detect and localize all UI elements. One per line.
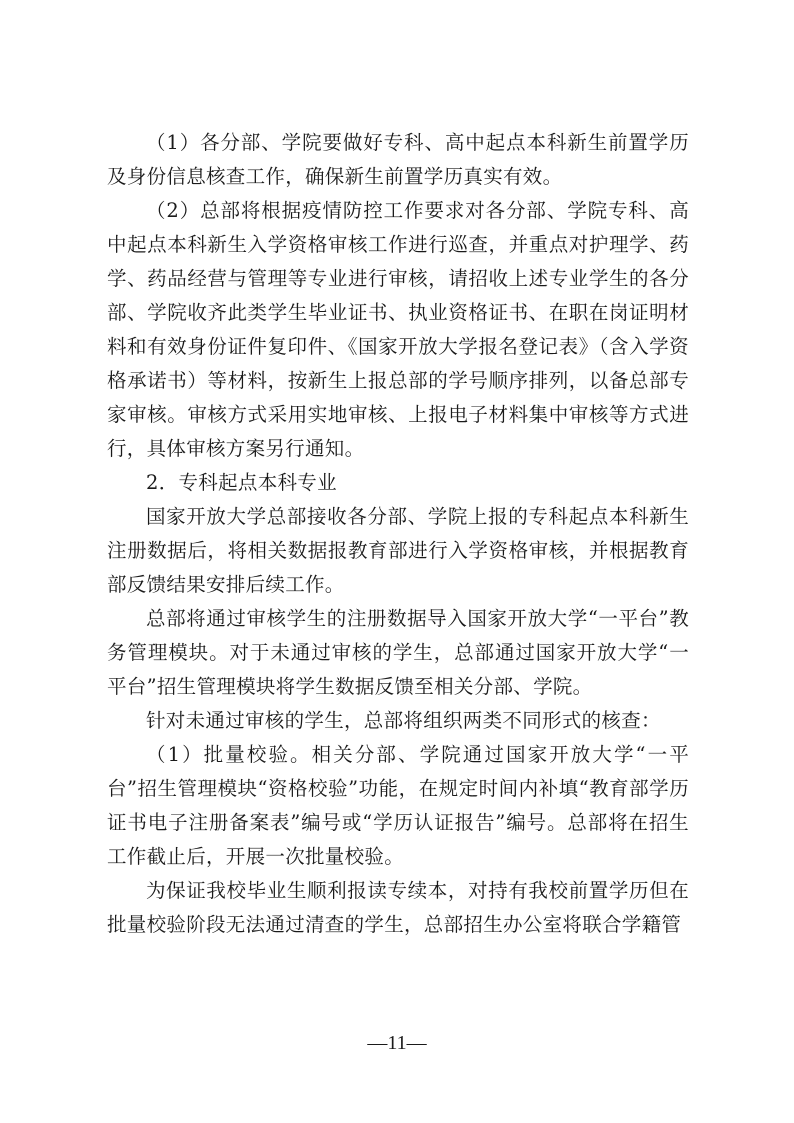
paragraph-2: （2）总部将根据疫情防控工作要求对各分部、学院专科、高中起点本科新生入学资格审核工作进行巡查，并重点对护理学、药学、药品经营与管理等专业进行审核，请招收上述专业学生的各分部、学院收齐此类学生毕业证书、执业资格证书、在职在岗证明材料和有效身份证件复印件、《国家开放大学报名登记表》（含入学资格承诺书）等材料，按新生上报总部的学号顺序排列，以备总部专家审核。审核方式采用实地审核、上报电子材料集中审核等方式进行，具体审核方案另行通知。 bbox=[107, 199, 689, 460]
paragraph-3: 国家开放大学总部接收各分部、学院上报的专科起点本科新生注册数据后，将相关数据报教育部进行入学资格审核，并根据教育部反馈结果安排后续工作。 bbox=[107, 505, 689, 596]
section-heading: 2．专科起点本科专业 bbox=[146, 471, 337, 494]
paragraph-7: 为保证我校毕业生顺利报读专续本，对持有我校前置学历但在批量校验阶段无法通过清查的学生，总部招生办公室将联合学籍管 bbox=[107, 879, 689, 936]
paragraph-1: （1）各分部、学院要做好专科、高中起点本科新生前置学历及身份信息核查工作，确保新生前置学历真实有效。 bbox=[107, 131, 689, 188]
paragraph-5: 针对未通过审核的学生，总部将组织两类不同形式的核查： bbox=[146, 709, 661, 732]
document-body bbox=[107, 126, 689, 942]
page-number: —11— bbox=[367, 1032, 427, 1054]
paragraph-4: 总部将通过审核学生的注册数据导入国家开放大学“一平台”教务管理模块。对于未通过审核的学生，总部通过国家开放大学“一平台”招生管理模块将学生数据反馈至相关分部、学院。 bbox=[107, 607, 689, 698]
paragraph-6: （1）批量校验。相关分部、学院通过国家开放大学“一平台”招生管理模块“资格校验”功能，在规定时间内补填“教育部学历证书电子注册备案表”编号或“学历认证报告”编号。总部将在招生工作截止后，开展一次批量校验。 bbox=[107, 743, 689, 868]
